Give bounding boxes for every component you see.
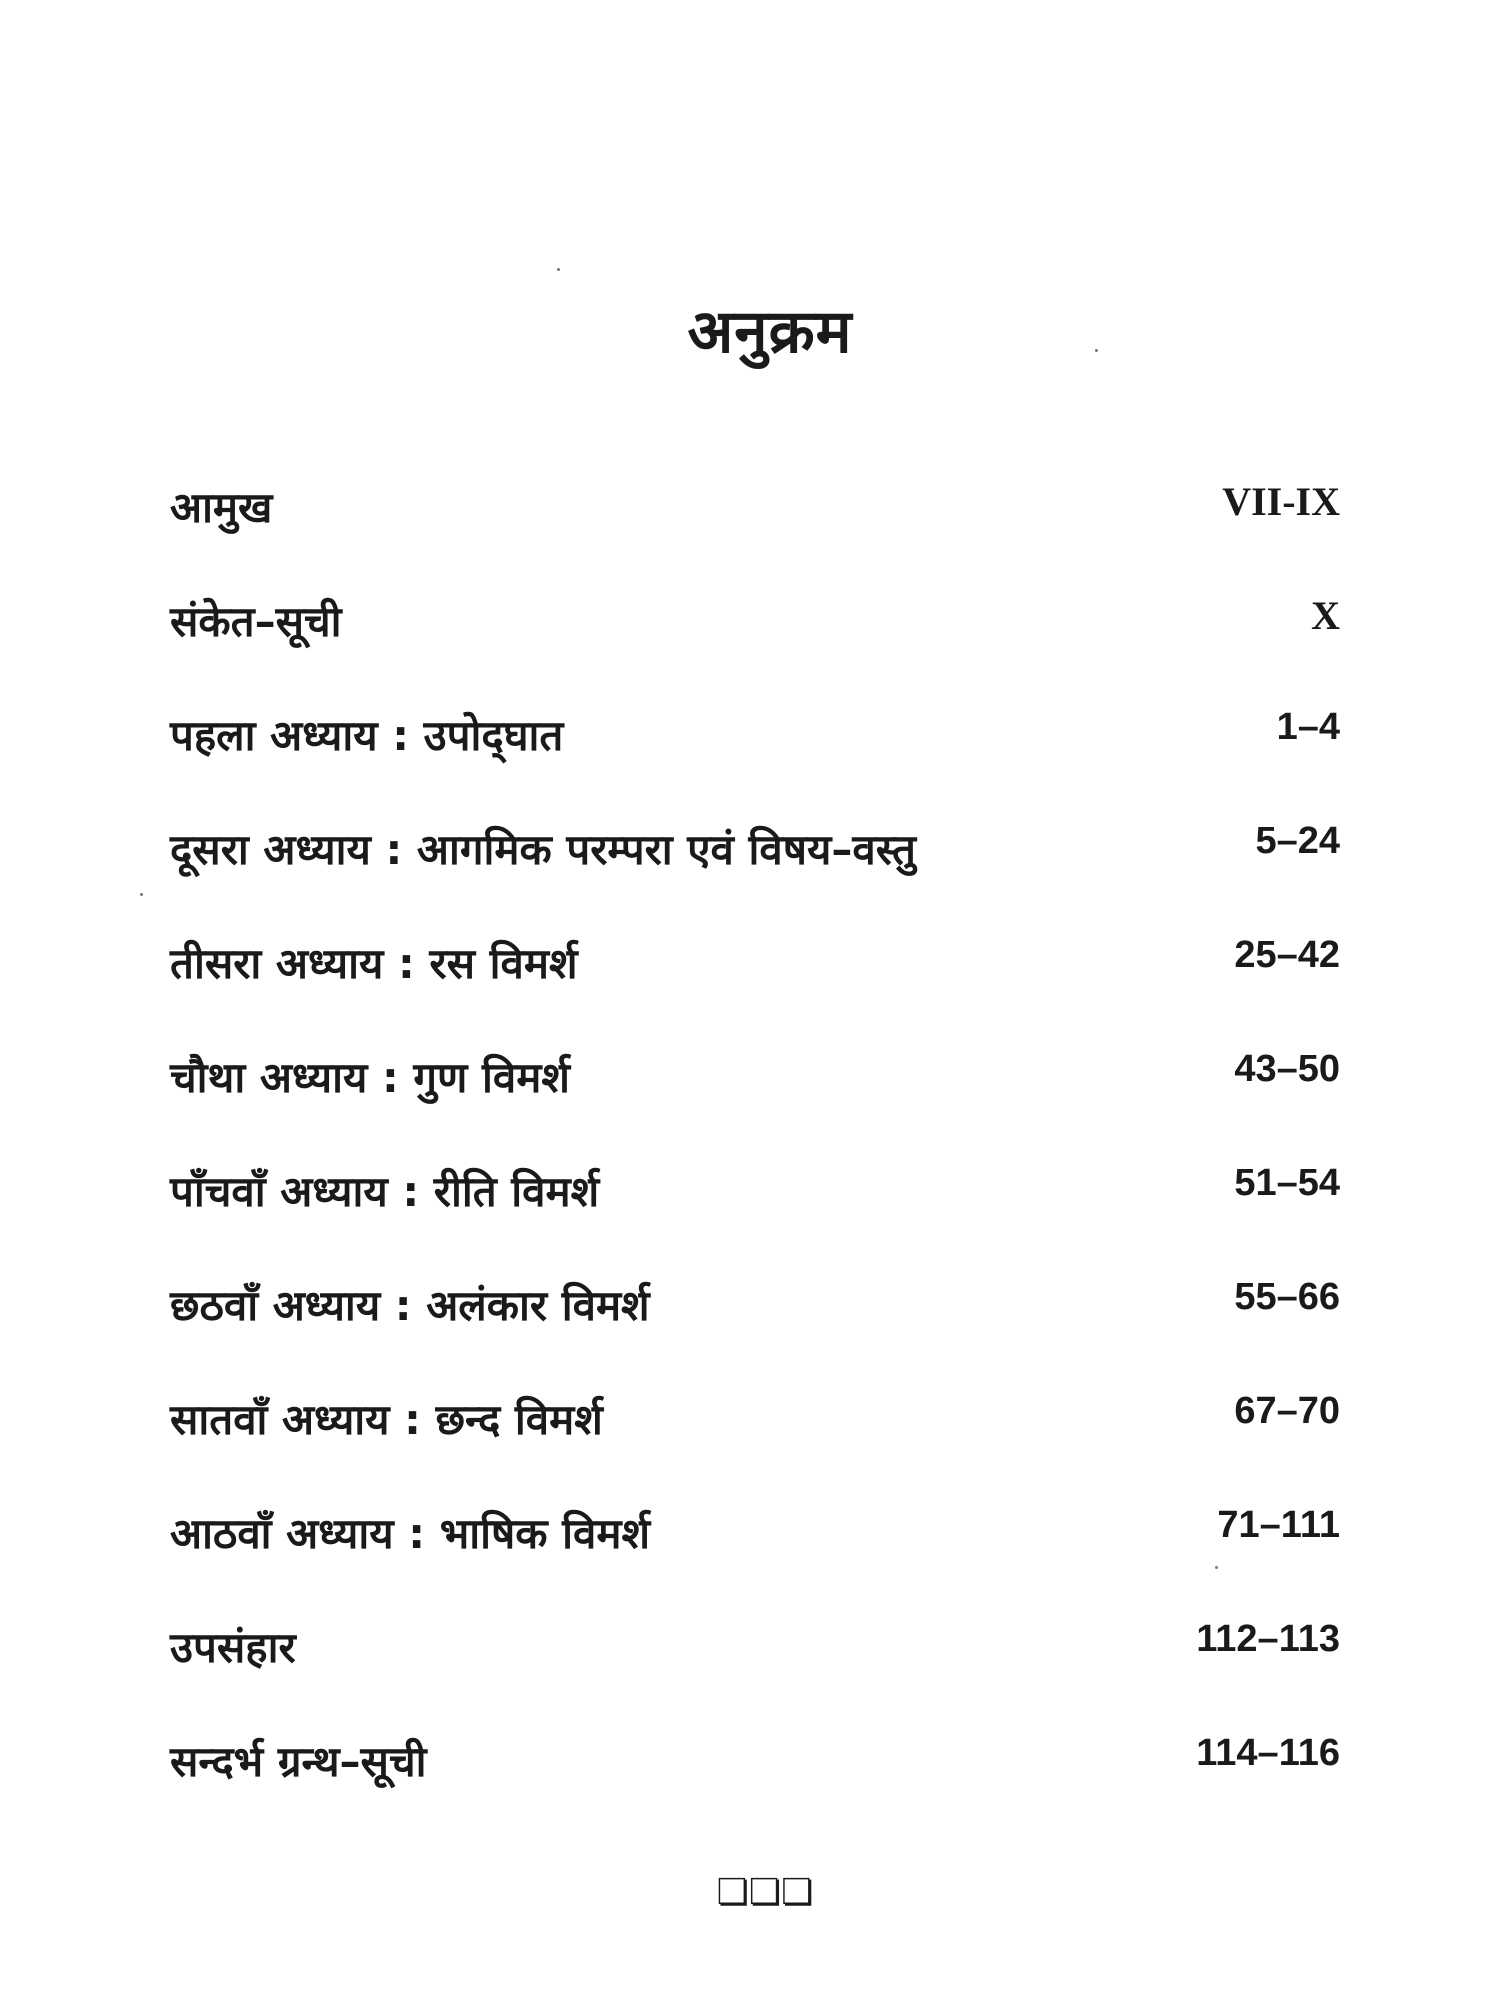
toc-entry — [170, 1504, 1340, 1574]
toc-entry-label: सन्दर्भ ग्रन्थ–सूची — [170, 1737, 427, 1786]
page-title: अनुक्रम — [687, 297, 853, 367]
toc-entry-page: 67–70 — [1234, 1390, 1340, 1432]
toc-entry — [170, 1732, 1340, 1802]
toc-entry-page: 112–113 — [1196, 1618, 1340, 1660]
toc-entry-page: 55–66 — [1234, 1276, 1340, 1318]
toc-entry-page: 71–111 — [1217, 1504, 1340, 1546]
toc-entry — [170, 1276, 1340, 1346]
toc-entry-label: संकेत–सूची — [170, 597, 342, 646]
toc-entry-label: छठवाँ अध्याय : अलंकार विमर्श — [170, 1281, 650, 1330]
toc-entry — [170, 1162, 1340, 1232]
toc-entry-label: पाँचवाँ अध्याय : रीति विमर्श — [170, 1167, 600, 1216]
toc-entry — [170, 706, 1340, 776]
toc-entry — [170, 1390, 1340, 1460]
toc-entry-page: 51–54 — [1234, 1162, 1340, 1204]
toc-entry — [170, 934, 1340, 1004]
toc-entry-label: आठवाँ अध्याय : भाषिक विमर्श — [170, 1509, 651, 1558]
toc-entry-page: 25–42 — [1234, 934, 1340, 976]
scan-speck — [1095, 349, 1098, 352]
toc-entry-page: 43–50 — [1234, 1048, 1340, 1090]
scan-speck — [557, 268, 560, 271]
toc-entry-page: VII-IX — [1222, 479, 1340, 524]
end-ornament: ❏❏❏ — [716, 1872, 814, 1913]
scan-speck — [140, 893, 143, 896]
toc-entry-label: सातवाँ अध्याय : छन्द विमर्श — [170, 1395, 603, 1444]
toc-entry — [170, 1048, 1340, 1118]
toc-entry-label: तीसरा अध्याय : रस विमर्श — [170, 939, 578, 988]
toc-entry — [170, 1618, 1340, 1688]
toc-entry — [170, 592, 1340, 662]
toc-entry-label: उपसंहार — [170, 1623, 296, 1672]
toc-entry-page: 114–116 — [1196, 1732, 1340, 1774]
toc-entry-label: दूसरा अध्याय : आगमिक परम्परा एवं विषय–वस्तु — [170, 825, 916, 874]
toc-entry-page: 1–4 — [1276, 706, 1340, 748]
toc-entry-label: चौथा अध्याय : गुण विमर्श — [170, 1053, 570, 1102]
toc-entry-label: पहला अध्याय : उपोद्‌घात — [170, 711, 564, 760]
toc-entry — [170, 478, 1340, 548]
scan-speck — [1215, 1566, 1218, 1569]
toc-entry — [170, 820, 1340, 890]
toc-entry-label: आमुख — [170, 483, 273, 532]
toc-entry-page: 5–24 — [1255, 820, 1340, 862]
toc-entry-page: X — [1311, 593, 1340, 638]
